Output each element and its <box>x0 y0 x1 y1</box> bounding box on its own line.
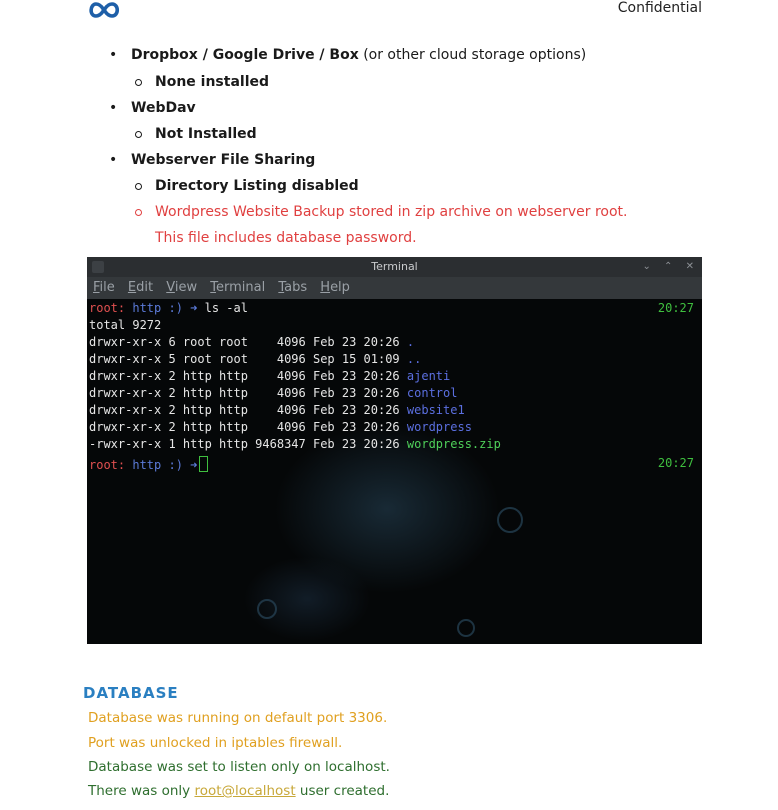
menu-terminal: Terminal <box>210 280 266 295</box>
infinity-logo-icon <box>87 0 121 20</box>
menu-edit: Edit <box>127 280 154 295</box>
listing-row: -rwxr-xr-x 1 http http 9468347 Feb 23 20:26 wordpress.zip <box>89 437 501 451</box>
bullet-webdav-sub: Not Installed <box>155 126 257 142</box>
menu-file: File <box>93 280 115 295</box>
listing-row: drwxr-xr-x 2 http http 4096 Feb 23 20:26 ajenti <box>89 369 451 383</box>
database-heading: DATABASE <box>83 684 179 702</box>
terminal-cursor <box>199 456 208 472</box>
db-finding-port: Database was running on default port 3306. <box>88 710 388 726</box>
backup-warning-line2: This file includes database password. <box>155 230 417 246</box>
terminal-screenshot <box>87 257 702 644</box>
root-localhost-link[interactable]: root@localhost <box>194 783 296 799</box>
cloud-storage-note: (or other cloud storage options) <box>358 47 587 63</box>
listing-row: drwxr-xr-x 6 root root 4096 Feb 23 20:26 . <box>89 335 415 349</box>
terminal-menubar <box>87 277 702 299</box>
bullet-webdav: • WebDav <box>109 100 196 116</box>
menu-view: View <box>166 280 198 295</box>
db-finding-users: There was only root@localhost user created. <box>88 783 390 799</box>
close-icon: ✕ <box>685 261 694 272</box>
bullet-backup-warning: Wordpress Website Backup stored in zip archive on webserver root. <box>155 204 628 220</box>
terminal-prompt-line: root: http :) ➜ ls -al <box>89 301 248 315</box>
terminal-titlebar <box>87 257 702 277</box>
bullet-cloud-sub: None installed <box>155 74 269 90</box>
chevron-up-icon: ⌃ <box>664 261 673 272</box>
cloud-storage-title: Dropbox / Google Drive / Box <box>131 47 359 63</box>
chevron-down-icon: ⌄ <box>642 261 651 272</box>
terminal-output <box>87 299 702 644</box>
listing-total: total 9272 <box>89 318 162 332</box>
menu-tabs: Tabs <box>278 280 308 295</box>
listing-row: drwxr-xr-x 5 root root 4096 Sep 15 01:09 .. <box>89 352 422 366</box>
bullet-directory-listing: Directory Listing disabled <box>155 178 359 194</box>
bullet-cloud-storage: • Dropbox / Google Drive / Box (or other cloud storage options) <box>109 47 587 63</box>
terminal-app-icon <box>92 261 104 273</box>
db-finding-firewall: Port was unlocked in iptables firewall. <box>88 735 343 751</box>
db-finding-localhost: Database was set to listen only on localhost. <box>88 759 390 775</box>
prompt-time: 20:27 <box>657 301 694 315</box>
listing-row: drwxr-xr-x 2 http http 4096 Feb 23 20:26 control <box>89 386 458 400</box>
listing-row: drwxr-xr-x 2 http http 4096 Feb 23 20:26 website1 <box>89 403 465 417</box>
terminal-prompt-line: root: http :) ➜ <box>89 456 208 472</box>
bullet-webserver: • Webserver File Sharing <box>109 152 316 168</box>
terminal-title: Terminal <box>371 260 418 273</box>
menu-help: Help <box>320 280 350 295</box>
confidential-label: Confidential <box>617 0 702 16</box>
listing-row: drwxr-xr-x 2 http http 4096 Feb 23 20:26 wordpress <box>89 420 472 434</box>
prompt-time: 20:27 <box>657 456 694 470</box>
